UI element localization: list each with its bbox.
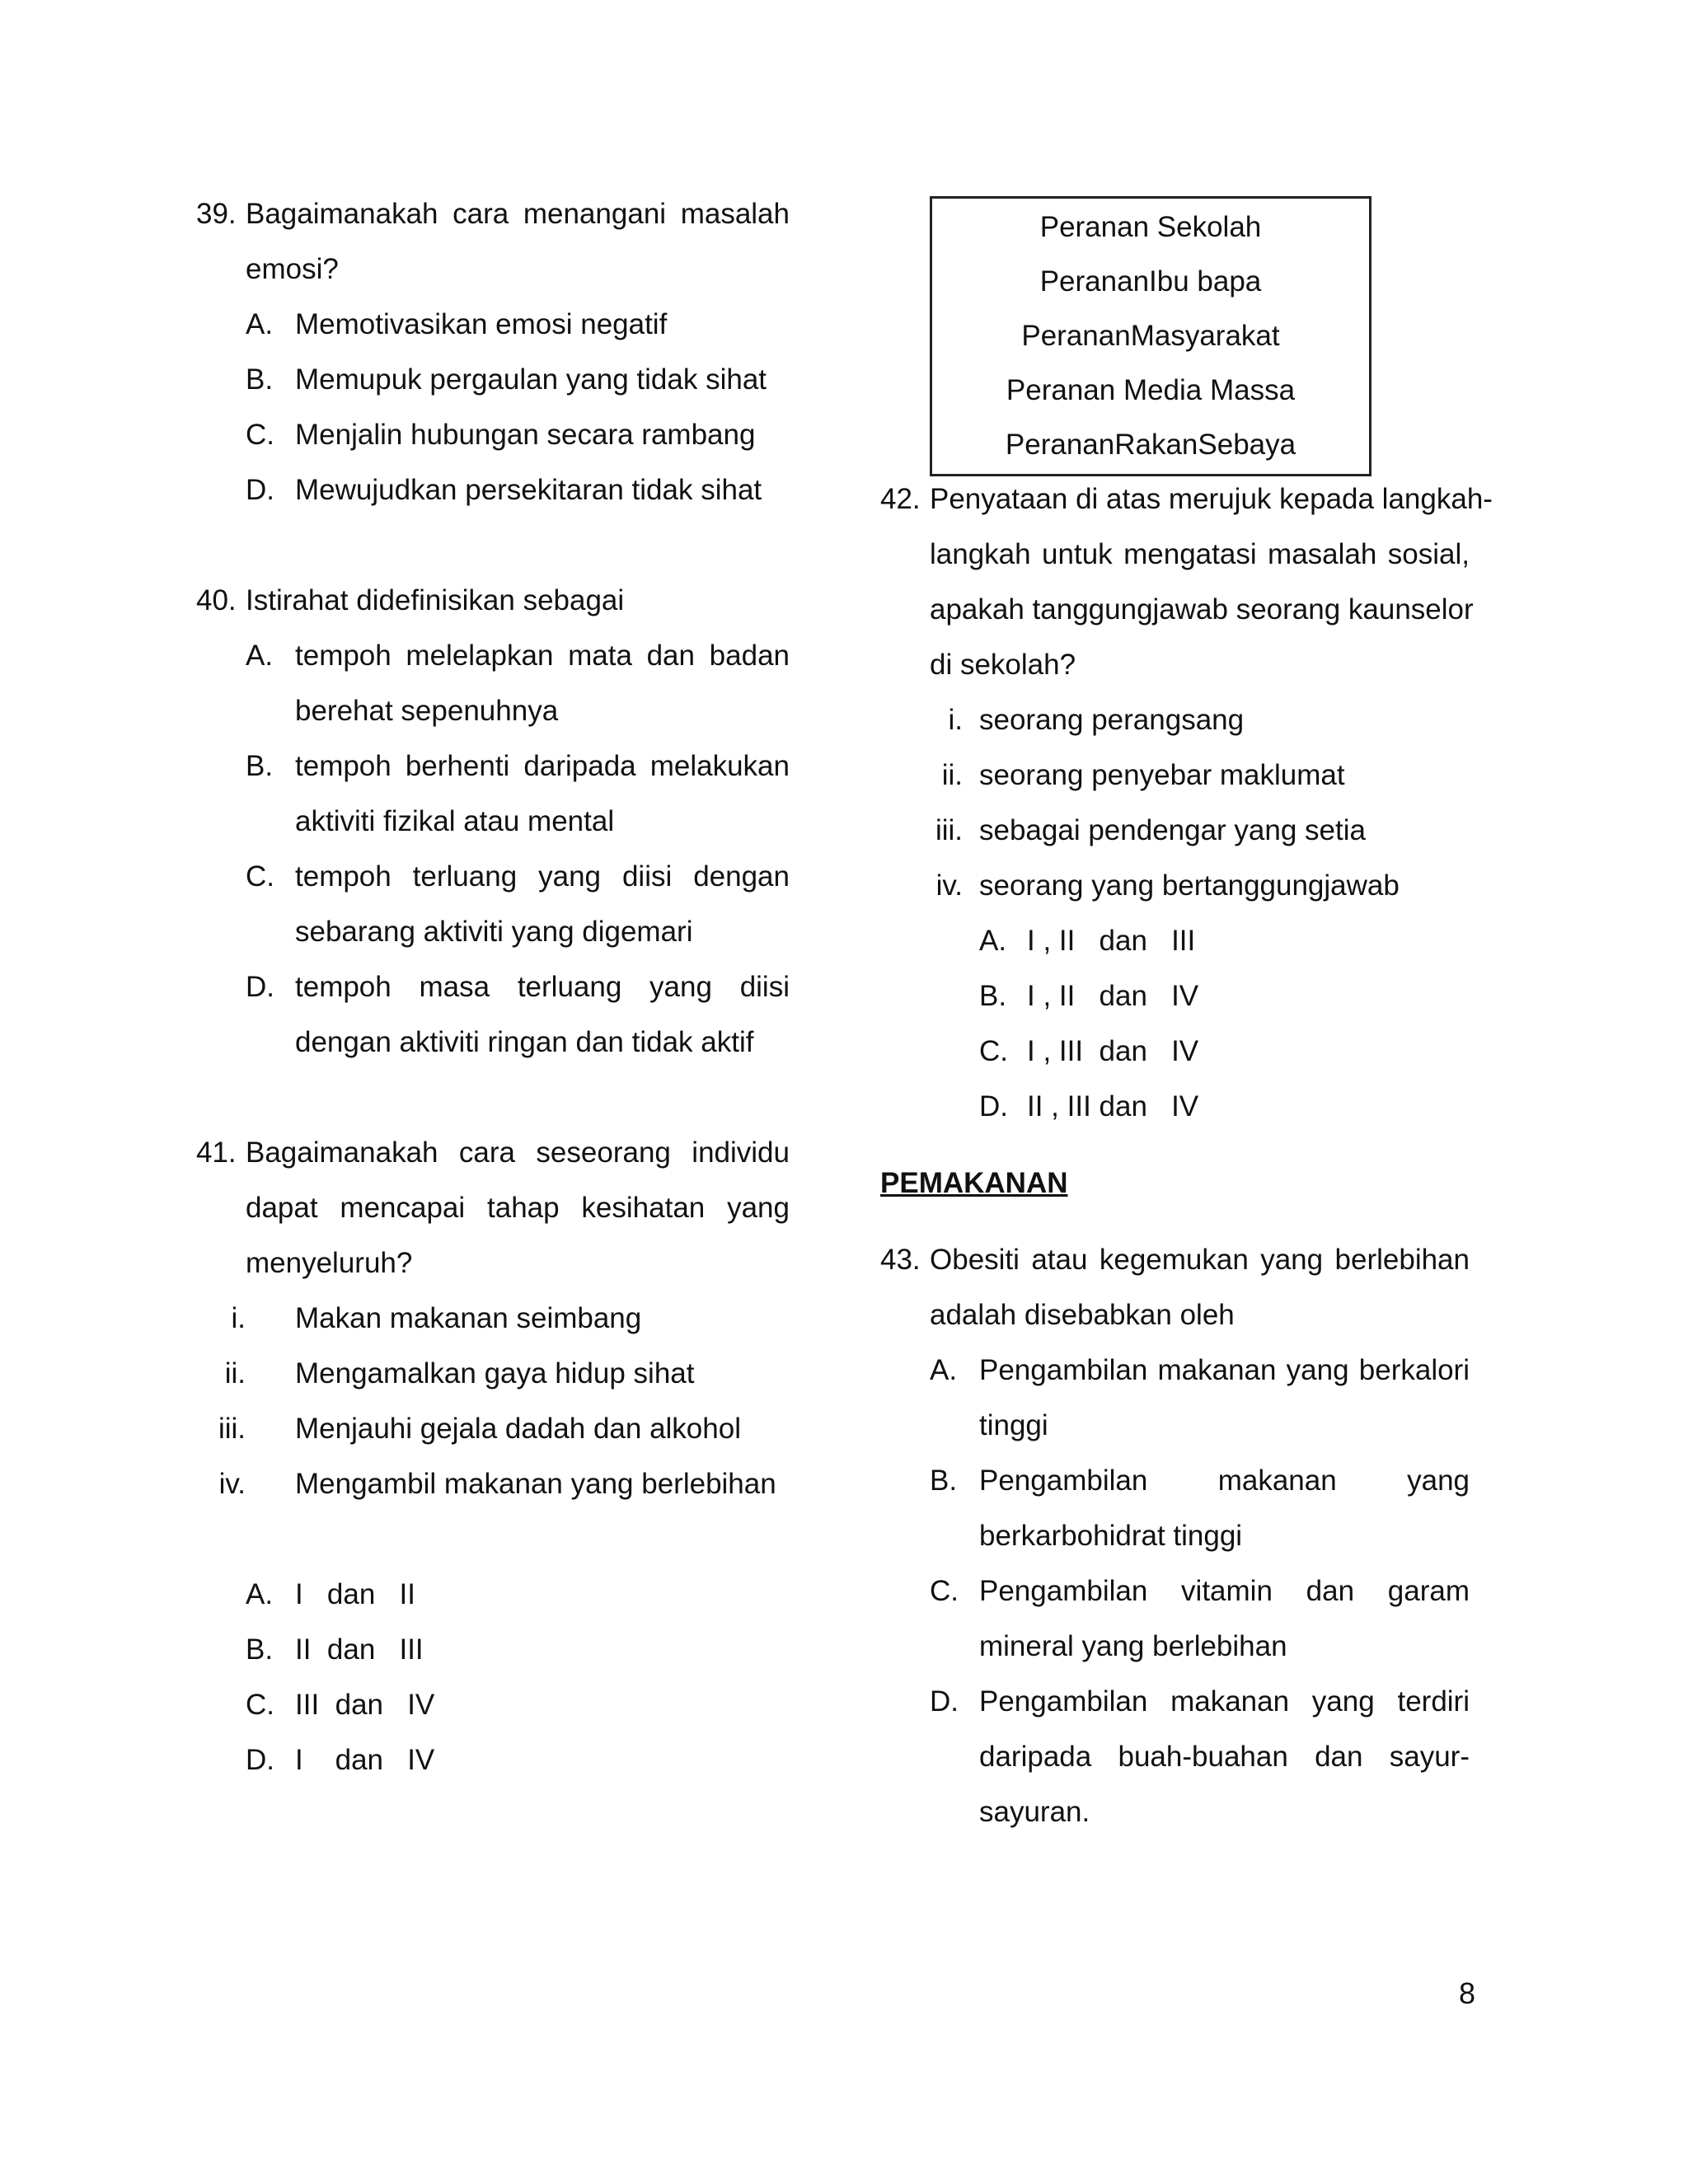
option-text: III dan IV [295,1689,435,1721]
option-text: II dan III [295,1633,424,1666]
question-text: di sekolah? [930,649,1076,681]
option-text: Pengambilan makanan yang berkalori [979,1354,1470,1386]
option-b [979,972,1470,1027]
option-text: tempoh melelapkan mata dan badan [295,640,790,672]
statement-label: iv. [935,869,963,902]
left-column [196,190,790,1791]
option-label: D. [979,1090,1008,1122]
statement-text: seorang yang bertanggungjawab [979,869,1400,902]
statement-iii [196,1404,790,1460]
option-text-continued: sayuran. [979,1796,1090,1828]
question-text: adalah disebabkan oleh [930,1299,1235,1331]
option-c [930,1567,1470,1622]
option-text: Pengambilan makanan yang terdiri [979,1685,1470,1718]
question-text: dapat mencapai tahap kesihatan yang [246,1192,790,1224]
option-b [930,1456,1470,1511]
question-number: 42. [880,483,921,515]
option-text-continued: sebarang aktiviti yang digemari [295,916,693,948]
option-d [979,1082,1470,1137]
option-label: C. [930,1575,959,1607]
option-d [246,963,790,1018]
statement-label: iii. [218,1413,246,1445]
option-text: I , II dan IV [1027,980,1199,1012]
option-text: Menjalin hubungan secara rambang [295,419,756,451]
question-42 [880,475,1493,1137]
statement-ii [880,751,1470,806]
option-text: I dan IV [295,1744,435,1776]
option-a [246,1570,790,1625]
option-label: A. [246,640,274,672]
option-c [246,410,790,466]
statement-label: iv. [218,1468,246,1500]
option-label: C. [979,1035,1008,1067]
option-text: Memotivasikan emosi negatif [295,308,668,340]
option-text-continued: berehat sepenuhnya [295,695,559,727]
option-text: I dan II [295,1578,415,1610]
question-41 [196,1128,790,1791]
statement-iv [880,861,1470,916]
option-text: Pengambilan vitamin dan garam [979,1575,1470,1607]
statement-iv [196,1460,790,1515]
question-number: 40. [196,584,237,616]
option-text: tempoh berhenti daripada melakukan [295,750,790,782]
option-text-continued: tinggi [979,1409,1048,1441]
statement-label: i. [948,704,963,736]
statement-text: Mengamalkan gaya hidup sihat [295,1357,695,1390]
statement-i [196,1294,790,1349]
option-b [246,355,790,410]
option-d [930,1677,1470,1732]
question-text: Bagaimanakah cara menangani masalah [246,198,790,230]
option-text: tempoh terluang yang diisi dengan [295,860,790,893]
box-item: Peranan Sekolah [1039,211,1262,243]
option-c [979,1027,1470,1082]
question-number: 39. [196,198,237,230]
box-item: PerananIbu bapa [1039,265,1262,298]
question-text: langkah untuk mengatasi masalah sosial, [930,538,1470,570]
statement-i [880,696,1470,751]
box-item: Peranan Media Massa [1006,374,1296,406]
option-label: C. [246,860,274,893]
option-d [246,466,790,521]
option-label: B. [930,1465,958,1497]
statement-box [930,196,1372,476]
option-text: II , III dan IV [1027,1090,1199,1122]
option-a [930,1346,1470,1401]
option-text-continued: daripada buah-buahan dan sayur- [979,1741,1470,1773]
option-a [979,916,1470,972]
statement-text: Mengambil makanan yang berlebihan [295,1468,776,1500]
question-text: Obesiti atau kegemukan yang berlebihan [930,1244,1470,1276]
option-label: B. [246,750,274,782]
option-label: D. [246,1744,274,1776]
page-number: 8 [1458,1976,1475,2010]
option-label: D. [246,971,274,1003]
option-b [246,742,790,797]
option-text: I , III dan IV [1027,1035,1199,1067]
box-item: PerananRakanSebaya [1005,429,1296,461]
option-label: C. [246,1689,274,1721]
option-label: A. [246,1578,274,1610]
option-c [246,852,790,907]
option-text: tempoh masa terluang yang diisi [295,971,790,1003]
option-text: I , II dan III [1027,925,1196,957]
option-c [246,1680,790,1736]
option-text-continued: berkarbohidrat tinggi [979,1520,1243,1552]
question-text: Bagaimanakah cara seseorang individu [246,1137,790,1169]
option-label: A. [246,308,274,340]
statement-label: i. [231,1302,246,1334]
statement-text: seorang perangsang [979,704,1245,736]
question-number: 43. [880,1244,921,1276]
statement-text: Makan makanan seimbang [295,1302,642,1334]
question-text: emosi? [246,253,339,285]
option-label: B. [246,1633,274,1666]
statement-ii [196,1349,790,1404]
option-label: D. [930,1685,959,1718]
statement-text: seorang penyebar maklumat [979,759,1345,791]
option-label: B. [246,363,274,396]
question-39 [196,190,790,521]
option-label: B. [979,980,1007,1012]
box-item: PerananMasyarakat [1021,320,1280,352]
statement-iii [880,806,1470,861]
statement-text: sebagai pendengar yang setia [979,814,1366,846]
option-text-continued: aktiviti fizikal atau mental [295,805,615,837]
option-text: Memupuk pergaulan yang tidak sihat [295,363,767,396]
question-text: Penyataan di atas merujuk kepada langkah- [930,483,1493,515]
option-a [246,300,790,355]
statement-label: iii. [935,814,963,846]
question-40 [196,576,790,1073]
question-text: apakah tanggungjawab seorang kaunselor [930,593,1474,626]
option-text: Mewujudkan persekitaran tidak sihat [295,474,762,506]
option-text: Pengambilan makanan yang [979,1465,1470,1497]
option-label: C. [246,419,274,451]
statement-text: Menjauhi gejala dadah dan alkohol [295,1413,741,1445]
option-text-continued: mineral yang berlebihan [979,1630,1287,1662]
right-column [880,196,1493,1843]
option-a [246,631,790,687]
statement-label: ii. [941,759,963,791]
option-b [246,1625,790,1680]
option-label: A. [979,925,1007,957]
section-heading: PEMAKANAN [880,1167,1068,1199]
statement-label: ii. [224,1357,246,1390]
option-label: A. [930,1354,958,1386]
option-label: D. [246,474,274,506]
question-43 [880,1235,1470,1843]
question-text: menyeluruh? [246,1247,413,1279]
option-text-continued: dengan aktiviti ringan dan tidak aktif [295,1026,754,1058]
question-number: 41. [196,1137,237,1169]
question-text: Istirahat didefinisikan sebagai [246,584,625,616]
option-d [246,1736,790,1791]
